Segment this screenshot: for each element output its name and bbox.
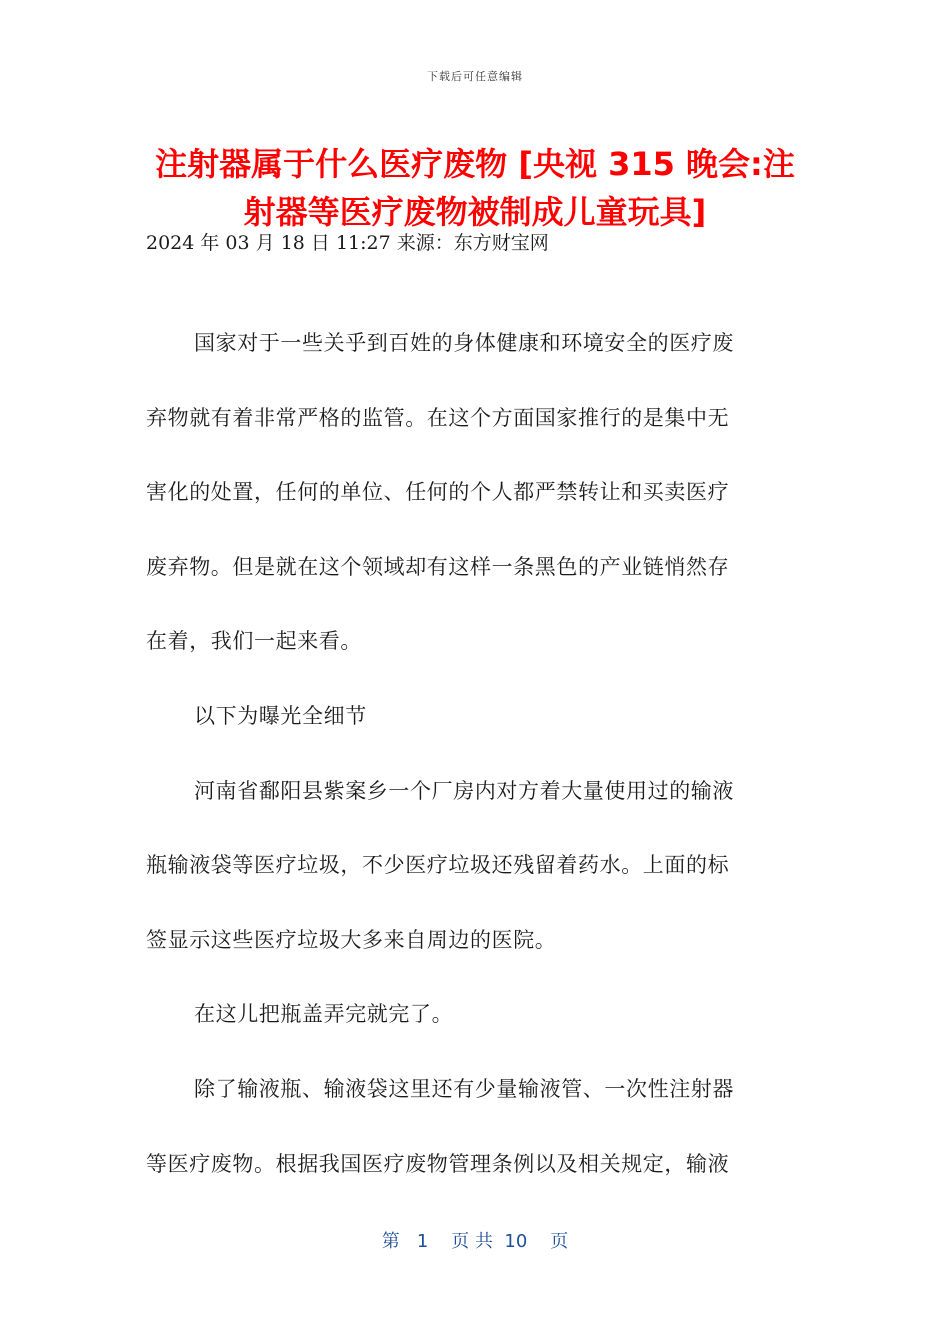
body-line: 瓶输液袋等医疗垃圾，不少医疗垃圾还残留着药水。上面的标 [146, 853, 730, 878]
header-note: 下载后可任意编辑 [427, 70, 523, 83]
article-body [146, 306, 806, 1201]
body-line: 签显示这些医疗垃圾大多来自周边的医院。 [146, 927, 557, 952]
body-line: 除了输液瓶、输液袋这里还有少量输液管、一次性注射器 [194, 1076, 734, 1101]
article-title [140, 140, 810, 236]
body-line: 在着，我们一起来看。 [146, 629, 362, 654]
title-line-2: 射器等医疗废物被制成儿童玩具] [243, 193, 707, 231]
body-line: 在这儿把瓶盖弄完就完了。 [194, 1002, 454, 1027]
article-meta: 2024 年 03 月 18 日 11:27 来源：东方财宝网 [146, 232, 549, 254]
page-footer: 第 1 页 共 10 页 [381, 1231, 569, 1252]
body-line: 河南省鄱阳县紫案乡一个厂房内对方着大量使用过的输液 [194, 778, 734, 803]
body-line: 国家对于一些关乎到百姓的身体健康和环境安全的医疗废 [194, 331, 734, 355]
body-line: 弃物就有着非常严格的监管。在这个方面国家推行的是集中无 [146, 405, 730, 430]
body-line: 废弃物。但是就在这个领域却有这样一条黑色的产业链悄然存 [146, 554, 730, 579]
body-line: 等医疗废物。根据我国医疗废物管理条例以及相关规定，输液 [146, 1151, 730, 1176]
title-line-1: 注射器属于什么医疗废物 [央视 315 晚会:注 [155, 145, 795, 183]
body-line: 害化的处置，任何的单位、任何的个人都严禁转让和买卖医疗 [146, 480, 730, 505]
body-line: 以下为曝光全细节 [194, 703, 367, 728]
